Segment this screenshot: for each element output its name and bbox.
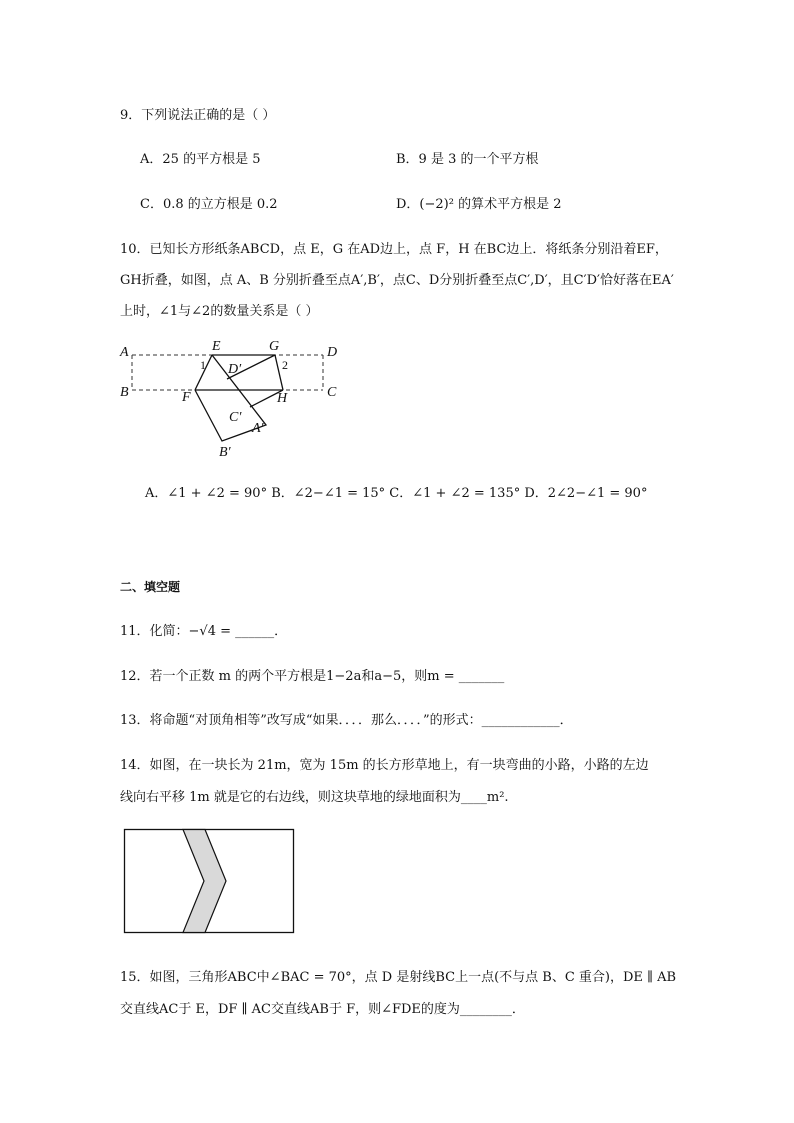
q13: 13．将命题“对顶角相等”改写成“如果．．．．那么．．．．”的形式：____________．: [120, 713, 573, 728]
label-C-prime: C′: [229, 410, 242, 425]
q14-line2: 线向右平移 1m 就是它的右边线，则这块草地的绿地面积为____m².: [120, 790, 509, 805]
q11: 11．化简：−√4 = ______．: [120, 624, 288, 639]
q9-option-d: D．(−2)² 的算术平方根是 2: [396, 197, 562, 212]
q9-stem: 9．下列说法正确的是（ ）: [120, 108, 276, 123]
section-title: 二、填空题: [120, 580, 181, 594]
lawn-path-figure: [123, 828, 297, 936]
label-G: G: [269, 339, 280, 354]
label-D: D: [327, 345, 338, 360]
q14-line1: 14．如图，在一块长为 21m，宽为 15m 的长方形草地上，有一块弯曲的小路，小路的左边: [120, 758, 649, 773]
label-B: B: [120, 385, 129, 400]
label-F: F: [182, 390, 191, 405]
label-A-prime: A′: [252, 421, 264, 436]
q10-options: A．∠1 + ∠2 = 90° B．∠2−∠1 = 15° C．∠1 + ∠2 = 135° D．2∠2−∠1 = 90°: [145, 486, 648, 501]
q9-option-c: C．0.8 的立方根是 0.2: [140, 197, 278, 212]
label-B-prime: B′: [219, 445, 231, 460]
q10-line2: GH折叠，如图，点 A、B 分别折叠至点A′,B′，点C、D分别折叠至点C′,D′，且C′D′恰好落在EA′: [120, 273, 674, 288]
folded-strip-figure: [115, 335, 355, 465]
angle-2-label: 2: [282, 358, 288, 372]
q12: 12．若一个正数 m 的两个平方根是1−2a和a−5，则m = _______: [120, 669, 505, 684]
label-D-prime: D′: [228, 362, 242, 377]
label-H: H: [277, 391, 288, 406]
label-C: C: [327, 385, 337, 400]
q15-line2: 交直线AC于 E，DF ∥ AC交直线AB于 F，则∠FDE的度为________．: [120, 1002, 525, 1017]
label-E: E: [212, 339, 221, 354]
q10-line3: 上时，∠1与∠2的数量关系是（ ）: [120, 304, 319, 319]
q9-option-b: B．9 是 3 的一个平方根: [396, 152, 539, 167]
angle-1-label: 1: [200, 358, 206, 372]
label-A: A: [120, 345, 129, 360]
q15-line1: 15．如图，三角形ABC中∠BAC = 70°，点 D 是射线BC上一点(不与点 B、C 重合)，DE ∥ AB: [120, 970, 677, 985]
q9-option-a: A．25 的平方根是 5: [140, 152, 261, 167]
q10-line1: 10．已知长方形纸条ABCD，点 E，G 在AD边上，点 F，H 在BC边上．将纸条分别沿着EF，: [120, 242, 668, 257]
